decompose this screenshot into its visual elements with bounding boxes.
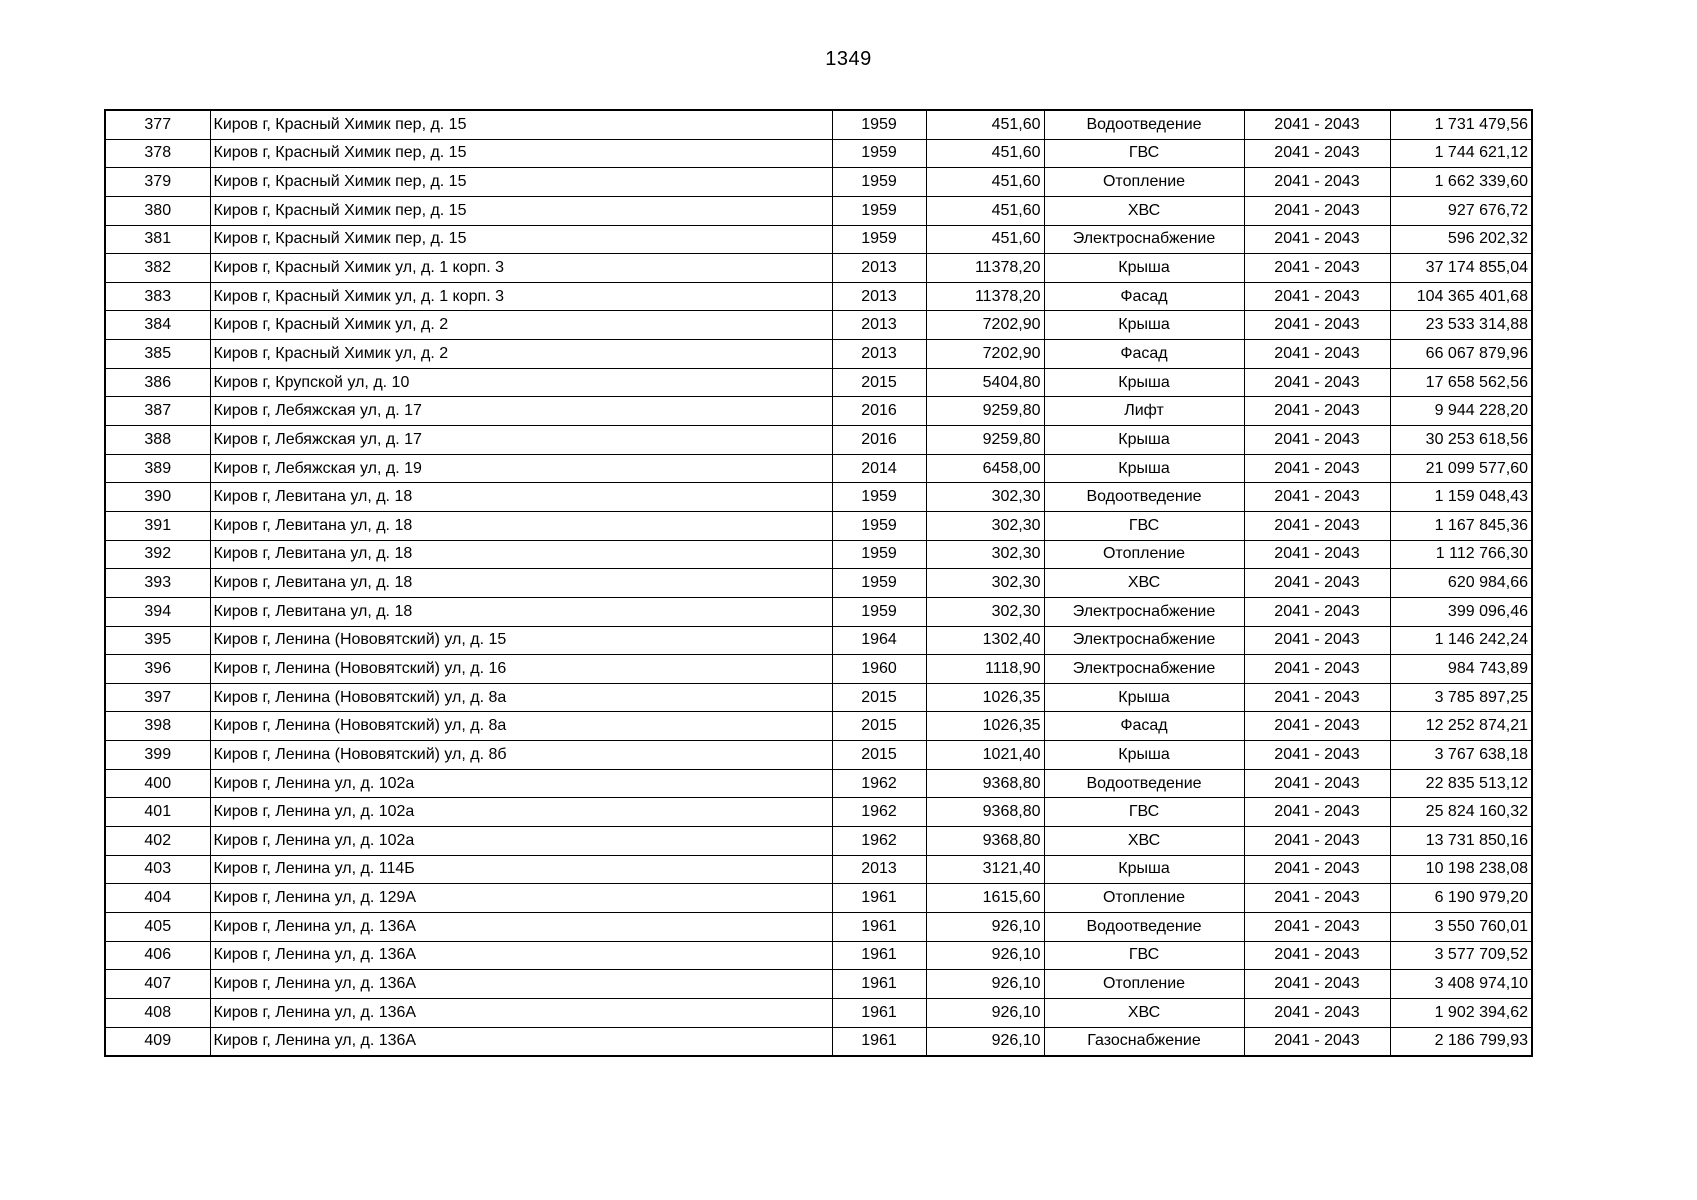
year-built-cell: 2015 (832, 368, 926, 397)
period-cell: 2041 - 2043 (1244, 798, 1390, 827)
row-number-cell: 406 (105, 941, 210, 970)
work-type-cell: Электроснабжение (1044, 225, 1244, 254)
table-row (105, 168, 1532, 197)
area-cell: 9259,80 (926, 426, 1044, 455)
area-cell: 302,30 (926, 540, 1044, 569)
table-row (105, 769, 1532, 798)
cost-cell: 10 198 238,08 (1390, 855, 1532, 884)
table-row (105, 569, 1532, 598)
period-cell: 2041 - 2043 (1244, 855, 1390, 884)
row-number-cell: 396 (105, 655, 210, 684)
row-number-cell: 394 (105, 597, 210, 626)
cost-cell: 984 743,89 (1390, 655, 1532, 684)
period-cell: 2041 - 2043 (1244, 139, 1390, 168)
row-number-cell: 408 (105, 998, 210, 1027)
work-type-cell: Отопление (1044, 168, 1244, 197)
year-built-cell: 2013 (832, 282, 926, 311)
table-row (105, 827, 1532, 856)
row-number-cell: 381 (105, 225, 210, 254)
year-built-cell: 1961 (832, 1027, 926, 1056)
address-cell: Киров г, Ленина (Нововятский) ул, д. 16 (210, 655, 832, 684)
table-row (105, 426, 1532, 455)
year-built-cell: 1962 (832, 827, 926, 856)
area-cell: 9368,80 (926, 798, 1044, 827)
table-row (105, 597, 1532, 626)
cost-cell: 3 577 709,52 (1390, 941, 1532, 970)
area-cell: 451,60 (926, 110, 1044, 139)
row-number-cell: 404 (105, 884, 210, 913)
address-cell: Киров г, Красный Химик пер, д. 15 (210, 139, 832, 168)
cost-cell: 1 662 339,60 (1390, 168, 1532, 197)
area-cell: 1302,40 (926, 626, 1044, 655)
year-built-cell: 1961 (832, 941, 926, 970)
period-cell: 2041 - 2043 (1244, 168, 1390, 197)
table-row (105, 655, 1532, 684)
cost-cell: 13 731 850,16 (1390, 827, 1532, 856)
address-cell: Киров г, Ленина ул, д. 129А (210, 884, 832, 913)
year-built-cell: 1962 (832, 798, 926, 827)
row-number-cell: 405 (105, 912, 210, 941)
area-cell: 302,30 (926, 511, 1044, 540)
address-cell: Киров г, Красный Химик ул, д. 1 корп. 3 (210, 282, 832, 311)
address-cell: Киров г, Ленина ул, д. 136А (210, 912, 832, 941)
table-row (105, 683, 1532, 712)
address-cell: Киров г, Левитана ул, д. 18 (210, 569, 832, 598)
period-cell: 2041 - 2043 (1244, 397, 1390, 426)
work-type-cell: ГВС (1044, 798, 1244, 827)
table-row (105, 626, 1532, 655)
table-row (105, 741, 1532, 770)
period-cell: 2041 - 2043 (1244, 540, 1390, 569)
address-cell: Киров г, Ленина ул, д. 136А (210, 1027, 832, 1056)
table-row (105, 511, 1532, 540)
period-cell: 2041 - 2043 (1244, 282, 1390, 311)
table-row (105, 970, 1532, 999)
cost-cell: 25 824 160,32 (1390, 798, 1532, 827)
table-row (105, 855, 1532, 884)
address-cell: Киров г, Красный Химик пер, д. 15 (210, 168, 832, 197)
table-row (105, 912, 1532, 941)
address-cell: Киров г, Ленина ул, д. 136А (210, 970, 832, 999)
address-cell: Киров г, Ленина ул, д. 102а (210, 827, 832, 856)
area-cell: 451,60 (926, 139, 1044, 168)
period-cell: 2041 - 2043 (1244, 225, 1390, 254)
cost-cell: 399 096,46 (1390, 597, 1532, 626)
address-cell: Киров г, Красный Химик пер, д. 15 (210, 110, 832, 139)
table-row (105, 712, 1532, 741)
table-row (105, 483, 1532, 512)
work-type-cell: Крыша (1044, 254, 1244, 283)
work-type-cell: Фасад (1044, 712, 1244, 741)
row-number-cell: 377 (105, 110, 210, 139)
work-type-cell: Газоснабжение (1044, 1027, 1244, 1056)
address-cell: Киров г, Левитана ул, д. 18 (210, 483, 832, 512)
cost-cell: 23 533 314,88 (1390, 311, 1532, 340)
address-cell: Киров г, Красный Химик ул, д. 1 корп. 3 (210, 254, 832, 283)
period-cell: 2041 - 2043 (1244, 827, 1390, 856)
period-cell: 2041 - 2043 (1244, 970, 1390, 999)
area-cell: 302,30 (926, 569, 1044, 598)
work-type-cell: Отопление (1044, 970, 1244, 999)
year-built-cell: 1959 (832, 196, 926, 225)
period-cell: 2041 - 2043 (1244, 311, 1390, 340)
address-cell: Киров г, Ленина (Нововятский) ул, д. 15 (210, 626, 832, 655)
work-type-cell: Водоотведение (1044, 912, 1244, 941)
repair-schedule-table (104, 109, 1533, 1057)
year-built-cell: 2015 (832, 683, 926, 712)
area-cell: 1118,90 (926, 655, 1044, 684)
table-row (105, 1027, 1532, 1056)
address-cell: Киров г, Ленина (Нововятский) ул, д. 8а (210, 712, 832, 741)
row-number-cell: 398 (105, 712, 210, 741)
work-type-cell: ГВС (1044, 941, 1244, 970)
area-cell: 9259,80 (926, 397, 1044, 426)
table-row (105, 941, 1532, 970)
table-row (105, 225, 1532, 254)
area-cell: 1026,35 (926, 712, 1044, 741)
table-body (105, 110, 1532, 1056)
period-cell: 2041 - 2043 (1244, 196, 1390, 225)
period-cell: 2041 - 2043 (1244, 769, 1390, 798)
work-type-cell: Крыша (1044, 683, 1244, 712)
cost-cell: 1 112 766,30 (1390, 540, 1532, 569)
period-cell: 2041 - 2043 (1244, 368, 1390, 397)
area-cell: 7202,90 (926, 311, 1044, 340)
table-row (105, 139, 1532, 168)
address-cell: Киров г, Ленина ул, д. 136А (210, 941, 832, 970)
cost-cell: 1 902 394,62 (1390, 998, 1532, 1027)
cost-cell: 1 744 621,12 (1390, 139, 1532, 168)
area-cell: 926,10 (926, 970, 1044, 999)
cost-cell: 1 159 048,43 (1390, 483, 1532, 512)
work-type-cell: Электроснабжение (1044, 655, 1244, 684)
address-cell: Киров г, Лебяжская ул, д. 17 (210, 397, 832, 426)
table-row (105, 196, 1532, 225)
row-number-cell: 379 (105, 168, 210, 197)
work-type-cell: Фасад (1044, 340, 1244, 369)
area-cell: 926,10 (926, 1027, 1044, 1056)
year-built-cell: 1959 (832, 168, 926, 197)
year-built-cell: 1959 (832, 110, 926, 139)
cost-cell: 37 174 855,04 (1390, 254, 1532, 283)
period-cell: 2041 - 2043 (1244, 340, 1390, 369)
table-row (105, 282, 1532, 311)
address-cell: Киров г, Ленина ул, д. 114Б (210, 855, 832, 884)
cost-cell: 104 365 401,68 (1390, 282, 1532, 311)
year-built-cell: 2015 (832, 712, 926, 741)
year-built-cell: 1959 (832, 569, 926, 598)
work-type-cell: Крыша (1044, 368, 1244, 397)
cost-cell: 17 658 562,56 (1390, 368, 1532, 397)
cost-cell: 3 767 638,18 (1390, 741, 1532, 770)
area-cell: 302,30 (926, 483, 1044, 512)
work-type-cell: Крыша (1044, 454, 1244, 483)
row-number-cell: 400 (105, 769, 210, 798)
year-built-cell: 1959 (832, 597, 926, 626)
year-built-cell: 2014 (832, 454, 926, 483)
period-cell: 2041 - 2043 (1244, 998, 1390, 1027)
year-built-cell: 1961 (832, 884, 926, 913)
row-number-cell: 382 (105, 254, 210, 283)
page-number: 1349 (825, 48, 872, 70)
table-row (105, 884, 1532, 913)
work-type-cell: Электроснабжение (1044, 597, 1244, 626)
work-type-cell: ГВС (1044, 511, 1244, 540)
work-type-cell: Крыша (1044, 741, 1244, 770)
period-cell: 2041 - 2043 (1244, 569, 1390, 598)
table-row (105, 110, 1532, 139)
table-row (105, 340, 1532, 369)
period-cell: 2041 - 2043 (1244, 941, 1390, 970)
work-type-cell: ХВС (1044, 569, 1244, 598)
row-number-cell: 391 (105, 511, 210, 540)
row-number-cell: 409 (105, 1027, 210, 1056)
year-built-cell: 2013 (832, 855, 926, 884)
area-cell: 926,10 (926, 941, 1044, 970)
cost-cell: 3 408 974,10 (1390, 970, 1532, 999)
year-built-cell: 1961 (832, 970, 926, 999)
cost-cell: 2 186 799,93 (1390, 1027, 1532, 1056)
area-cell: 451,60 (926, 168, 1044, 197)
table-row (105, 798, 1532, 827)
area-cell: 1021,40 (926, 741, 1044, 770)
address-cell: Киров г, Красный Химик ул, д. 2 (210, 340, 832, 369)
year-built-cell: 2013 (832, 254, 926, 283)
address-cell: Киров г, Ленина (Нововятский) ул, д. 8а (210, 683, 832, 712)
cost-cell: 1 146 242,24 (1390, 626, 1532, 655)
year-built-cell: 2015 (832, 741, 926, 770)
period-cell: 2041 - 2043 (1244, 655, 1390, 684)
work-type-cell: Водоотведение (1044, 769, 1244, 798)
period-cell: 2041 - 2043 (1244, 884, 1390, 913)
cost-cell: 3 785 897,25 (1390, 683, 1532, 712)
row-number-cell: 378 (105, 139, 210, 168)
year-built-cell: 2013 (832, 311, 926, 340)
row-number-cell: 380 (105, 196, 210, 225)
row-number-cell: 387 (105, 397, 210, 426)
period-cell: 2041 - 2043 (1244, 454, 1390, 483)
area-cell: 5404,80 (926, 368, 1044, 397)
address-cell: Киров г, Красный Химик пер, д. 15 (210, 225, 832, 254)
address-cell: Киров г, Левитана ул, д. 18 (210, 511, 832, 540)
address-cell: Киров г, Ленина (Нововятский) ул, д. 8б (210, 741, 832, 770)
area-cell: 7202,90 (926, 340, 1044, 369)
year-built-cell: 1960 (832, 655, 926, 684)
period-cell: 2041 - 2043 (1244, 511, 1390, 540)
cost-cell: 6 190 979,20 (1390, 884, 1532, 913)
address-cell: Киров г, Крупской ул, д. 10 (210, 368, 832, 397)
cost-cell: 66 067 879,96 (1390, 340, 1532, 369)
area-cell: 451,60 (926, 196, 1044, 225)
table-row (105, 397, 1532, 426)
year-built-cell: 1959 (832, 225, 926, 254)
address-cell: Киров г, Ленина ул, д. 102а (210, 769, 832, 798)
row-number-cell: 388 (105, 426, 210, 455)
year-built-cell: 1959 (832, 540, 926, 569)
period-cell: 2041 - 2043 (1244, 1027, 1390, 1056)
address-cell: Киров г, Левитана ул, д. 18 (210, 597, 832, 626)
work-type-cell: ХВС (1044, 998, 1244, 1027)
table-row (105, 998, 1532, 1027)
work-type-cell: ХВС (1044, 827, 1244, 856)
year-built-cell: 1964 (832, 626, 926, 655)
cost-cell: 927 676,72 (1390, 196, 1532, 225)
address-cell: Киров г, Ленина ул, д. 136А (210, 998, 832, 1027)
work-type-cell: ХВС (1044, 196, 1244, 225)
row-number-cell: 392 (105, 540, 210, 569)
period-cell: 2041 - 2043 (1244, 110, 1390, 139)
work-type-cell: Крыша (1044, 855, 1244, 884)
cost-cell: 30 253 618,56 (1390, 426, 1532, 455)
year-built-cell: 2013 (832, 340, 926, 369)
period-cell: 2041 - 2043 (1244, 912, 1390, 941)
area-cell: 926,10 (926, 998, 1044, 1027)
cost-cell: 1 731 479,56 (1390, 110, 1532, 139)
cost-cell: 9 944 228,20 (1390, 397, 1532, 426)
row-number-cell: 395 (105, 626, 210, 655)
area-cell: 9368,80 (926, 827, 1044, 856)
work-type-cell: Крыша (1044, 311, 1244, 340)
work-type-cell: Крыша (1044, 426, 1244, 455)
area-cell: 11378,20 (926, 254, 1044, 283)
period-cell: 2041 - 2043 (1244, 626, 1390, 655)
area-cell: 3121,40 (926, 855, 1044, 884)
year-built-cell: 2016 (832, 426, 926, 455)
cost-cell: 12 252 874,21 (1390, 712, 1532, 741)
work-type-cell: Лифт (1044, 397, 1244, 426)
area-cell: 9368,80 (926, 769, 1044, 798)
address-cell: Киров г, Лебяжская ул, д. 17 (210, 426, 832, 455)
area-cell: 302,30 (926, 597, 1044, 626)
year-built-cell: 1959 (832, 511, 926, 540)
row-number-cell: 385 (105, 340, 210, 369)
row-number-cell: 402 (105, 827, 210, 856)
area-cell: 451,60 (926, 225, 1044, 254)
address-cell: Киров г, Левитана ул, д. 18 (210, 540, 832, 569)
row-number-cell: 401 (105, 798, 210, 827)
table-row (105, 540, 1532, 569)
work-type-cell: Водоотведение (1044, 483, 1244, 512)
row-number-cell: 383 (105, 282, 210, 311)
work-type-cell: ГВС (1044, 139, 1244, 168)
work-type-cell: Электроснабжение (1044, 626, 1244, 655)
cost-cell: 1 167 845,36 (1390, 511, 1532, 540)
cost-cell: 21 099 577,60 (1390, 454, 1532, 483)
area-cell: 1026,35 (926, 683, 1044, 712)
row-number-cell: 384 (105, 311, 210, 340)
table-row (105, 368, 1532, 397)
row-number-cell: 386 (105, 368, 210, 397)
table-row (105, 311, 1532, 340)
work-type-cell: Отопление (1044, 540, 1244, 569)
area-cell: 11378,20 (926, 282, 1044, 311)
cost-cell: 22 835 513,12 (1390, 769, 1532, 798)
row-number-cell: 403 (105, 855, 210, 884)
table-row (105, 454, 1532, 483)
table-row (105, 254, 1532, 283)
work-type-cell: Водоотведение (1044, 110, 1244, 139)
area-cell: 1615,60 (926, 884, 1044, 913)
row-number-cell: 390 (105, 483, 210, 512)
cost-cell: 596 202,32 (1390, 225, 1532, 254)
cost-cell: 620 984,66 (1390, 569, 1532, 598)
period-cell: 2041 - 2043 (1244, 426, 1390, 455)
period-cell: 2041 - 2043 (1244, 254, 1390, 283)
cost-cell: 3 550 760,01 (1390, 912, 1532, 941)
area-cell: 6458,00 (926, 454, 1044, 483)
year-built-cell: 1962 (832, 769, 926, 798)
period-cell: 2041 - 2043 (1244, 483, 1390, 512)
year-built-cell: 1961 (832, 912, 926, 941)
period-cell: 2041 - 2043 (1244, 683, 1390, 712)
period-cell: 2041 - 2043 (1244, 597, 1390, 626)
period-cell: 2041 - 2043 (1244, 712, 1390, 741)
row-number-cell: 397 (105, 683, 210, 712)
area-cell: 926,10 (926, 912, 1044, 941)
address-cell: Киров г, Ленина ул, д. 102а (210, 798, 832, 827)
work-type-cell: Отопление (1044, 884, 1244, 913)
row-number-cell: 393 (105, 569, 210, 598)
row-number-cell: 407 (105, 970, 210, 999)
year-built-cell: 1959 (832, 139, 926, 168)
address-cell: Киров г, Красный Химик ул, д. 2 (210, 311, 832, 340)
row-number-cell: 399 (105, 741, 210, 770)
address-cell: Киров г, Красный Химик пер, д. 15 (210, 196, 832, 225)
year-built-cell: 1959 (832, 483, 926, 512)
address-cell: Киров г, Лебяжская ул, д. 19 (210, 454, 832, 483)
row-number-cell: 389 (105, 454, 210, 483)
year-built-cell: 1961 (832, 998, 926, 1027)
work-type-cell: Фасад (1044, 282, 1244, 311)
year-built-cell: 2016 (832, 397, 926, 426)
period-cell: 2041 - 2043 (1244, 741, 1390, 770)
